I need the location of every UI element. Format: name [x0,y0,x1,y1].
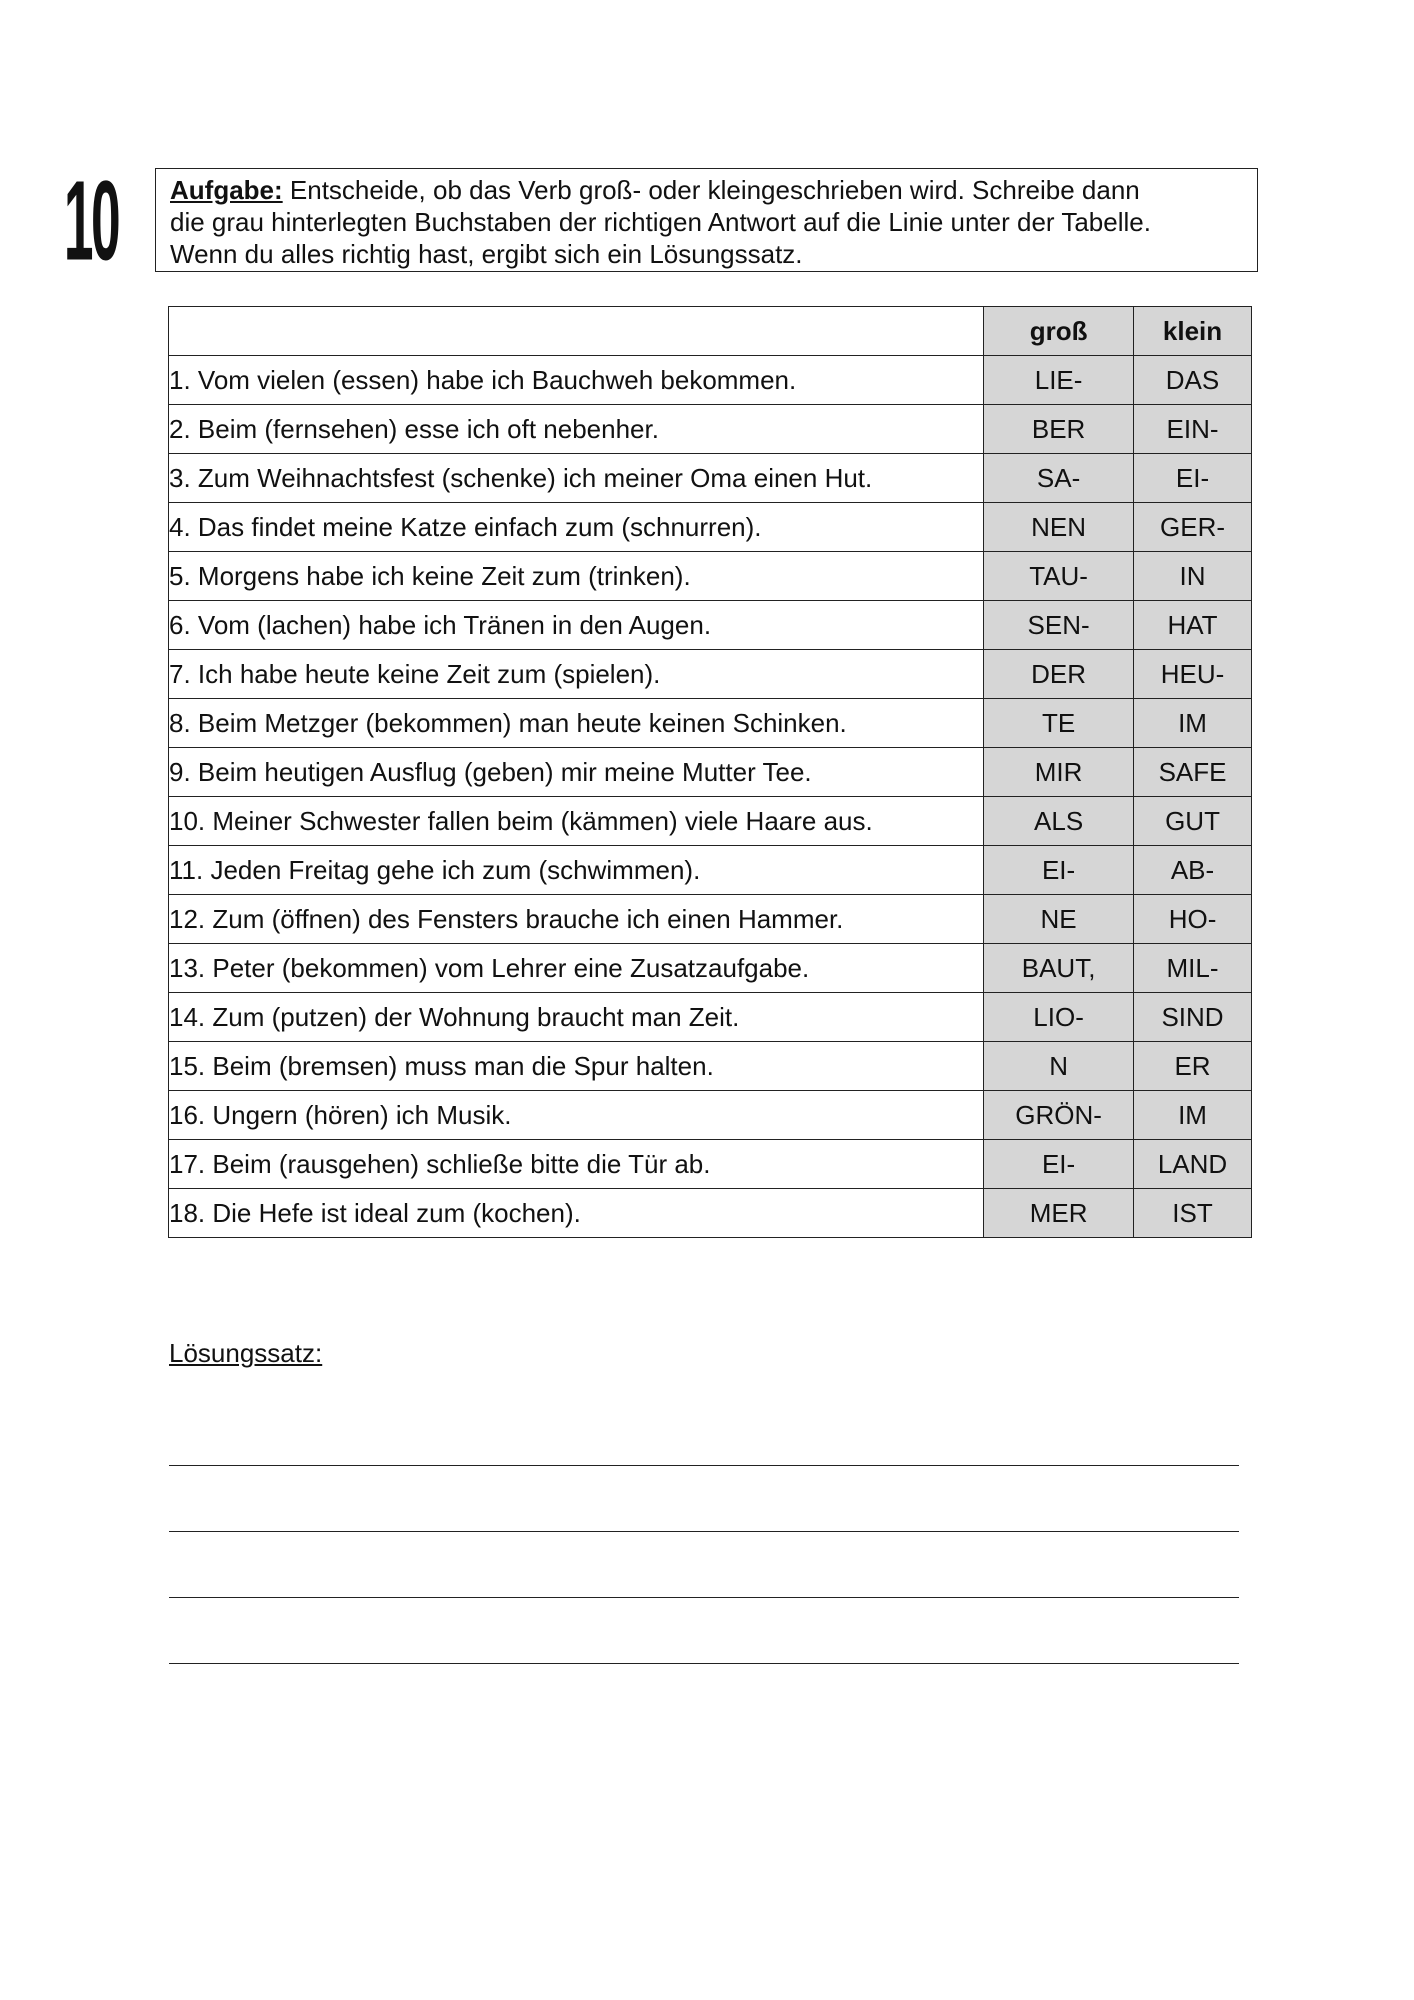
sentence-cell: 11. Jeden Freitag gehe ich zum (schwimmen). [169,846,984,895]
sentence-cell: 9. Beim heutigen Ausflug (geben) mir meine Mutter Tee. [169,748,984,797]
gross-option-cell: NEN [984,503,1134,552]
task-label: Aufgabe: [170,175,283,205]
gross-option-cell: NE [984,895,1134,944]
table-row [169,405,1252,454]
table-row [169,650,1252,699]
table-row [169,1140,1252,1189]
task-line-1: Entscheide, ob das Verb groß- oder kleingeschrieben wird. Schreibe dann [282,175,1140,205]
task-line-2: die grau hinterlegten Buchstaben der richtigen Antwort auf die Linie unter der Tabelle. [170,207,1151,237]
gross-option-cell: MER [984,1189,1134,1238]
solution-label: Lösungssatz: [169,1338,323,1368]
klein-option-cell: AB- [1134,846,1252,895]
answer-line[interactable] [169,1663,1239,1664]
klein-option-cell: LAND [1134,1140,1252,1189]
answer-line[interactable] [169,1465,1239,1466]
table-row [169,601,1252,650]
table-row [169,503,1252,552]
gross-option-cell: LIO- [984,993,1134,1042]
klein-option-cell: SIND [1134,993,1252,1042]
klein-option-cell: IN [1134,552,1252,601]
task-line-3: Wenn du alles richtig hast, ergibt sich ein Lösungssatz. [170,239,803,269]
klein-option-cell: MIL- [1134,944,1252,993]
sentence-cell: 1. Vom vielen (essen) habe ich Bauchweh bekommen. [169,356,984,405]
gross-option-cell: TAU- [984,552,1134,601]
sentence-cell: 6. Vom (lachen) habe ich Tränen in den Augen. [169,601,984,650]
table-row [169,846,1252,895]
table-row [169,1091,1252,1140]
gross-option-cell: GRÖN- [984,1091,1134,1140]
sentence-cell: 10. Meiner Schwester fallen beim (kämmen) viele Haare aus. [169,797,984,846]
sentence-cell: 17. Beim (rausgehen) schließe bitte die Tür ab. [169,1140,984,1189]
klein-option-cell: SAFE [1134,748,1252,797]
sentence-cell: 13. Peter (bekommen) vom Lehrer eine Zusatzaufgabe. [169,944,984,993]
table-row [169,356,1252,405]
table-row [169,895,1252,944]
table-row [169,1189,1252,1238]
sentence-cell: 5. Morgens habe ich keine Zeit zum (trinken). [169,552,984,601]
gross-option-cell: EI- [984,1140,1134,1189]
gross-option-cell: EI- [984,846,1134,895]
task-instructions [155,168,1258,272]
gross-option-cell: N [984,1042,1134,1091]
gross-option-cell: TE [984,699,1134,748]
table-row [169,699,1252,748]
klein-option-cell: HEU- [1134,650,1252,699]
gross-option-cell: LIE- [984,356,1134,405]
gross-option-cell: BAUT, [984,944,1134,993]
table-header-row [169,307,1252,356]
gross-option-cell: ALS [984,797,1134,846]
gross-option-cell: DER [984,650,1134,699]
sentence-cell: 14. Zum (putzen) der Wohnung braucht man Zeit. [169,993,984,1042]
sentence-cell: 18. Die Hefe ist ideal zum (kochen). [169,1189,984,1238]
sentence-cell: 2. Beim (fernsehen) esse ich oft nebenher. [169,405,984,454]
gross-option-cell: SEN- [984,601,1134,650]
klein-option-cell: GER- [1134,503,1252,552]
header-gross: groß [984,307,1134,356]
klein-option-cell: IM [1134,1091,1252,1140]
table-row [169,454,1252,503]
sentence-cell: 16. Ungern (hören) ich Musik. [169,1091,984,1140]
table-row [169,552,1252,601]
klein-option-cell: GUT [1134,797,1252,846]
answer-line[interactable] [169,1531,1239,1532]
table-row [169,748,1252,797]
sentence-cell: 7. Ich habe heute keine Zeit zum (spielen). [169,650,984,699]
sentence-cell: 12. Zum (öffnen) des Fensters brauche ich einen Hammer. [169,895,984,944]
gross-option-cell: SA- [984,454,1134,503]
header-klein: klein [1134,307,1252,356]
gross-option-cell: MIR [984,748,1134,797]
klein-option-cell: IST [1134,1189,1252,1238]
sentence-cell: 3. Zum Weihnachtsfest (schenke) ich meiner Oma einen Hut. [169,454,984,503]
header-sentence [169,307,984,356]
klein-option-cell: EIN- [1134,405,1252,454]
table-row [169,1042,1252,1091]
klein-option-cell: HAT [1134,601,1252,650]
sentence-cell: 15. Beim (bremsen) muss man die Spur halten. [169,1042,984,1091]
table-row [169,993,1252,1042]
sentence-cell: 8. Beim Metzger (bekommen) man heute keinen Schinken. [169,699,984,748]
exercise-table [168,306,1252,1238]
table-row [169,797,1252,846]
klein-option-cell: HO- [1134,895,1252,944]
sentence-cell: 4. Das findet meine Katze einfach zum (schnurren). [169,503,984,552]
gross-option-cell: BER [984,405,1134,454]
klein-option-cell: ER [1134,1042,1252,1091]
exercise-number: 10 [63,156,119,284]
klein-option-cell: DAS [1134,356,1252,405]
answer-line[interactable] [169,1597,1239,1598]
klein-option-cell: EI- [1134,454,1252,503]
klein-option-cell: IM [1134,699,1252,748]
table-row [169,944,1252,993]
